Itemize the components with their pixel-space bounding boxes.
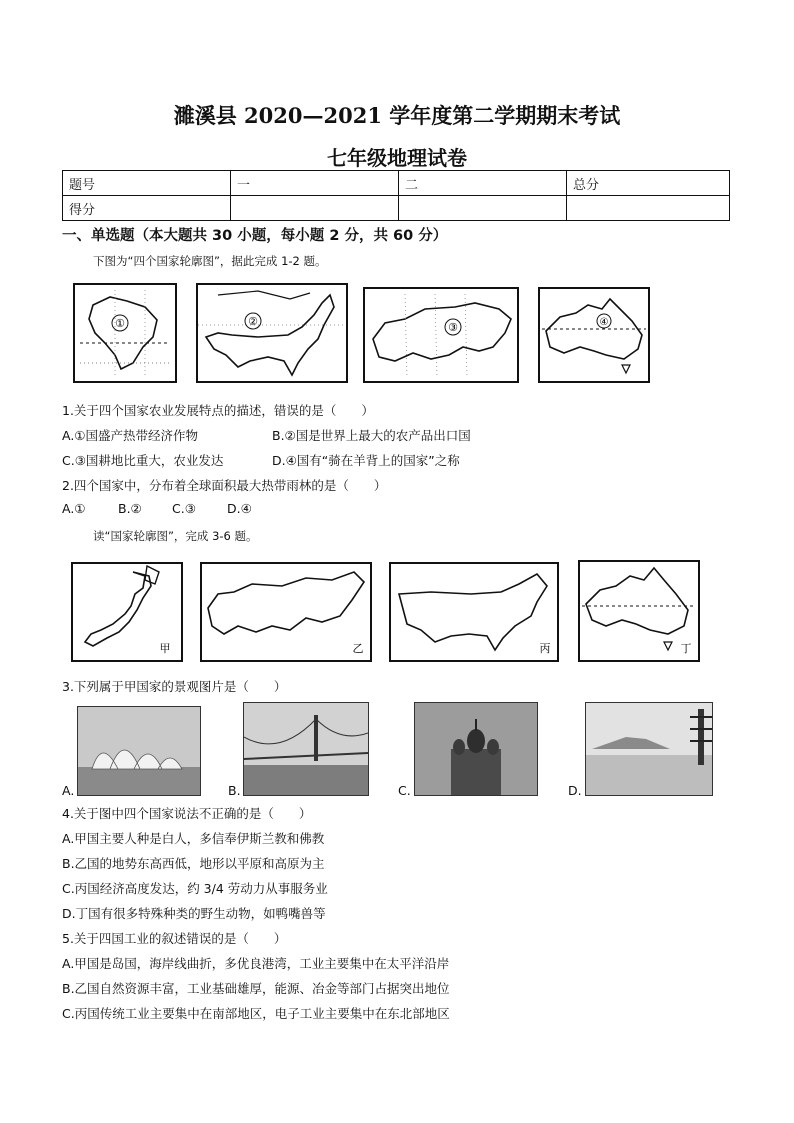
brazil-outline-icon [75,285,175,381]
question-1-stem: 1.关于四个国家农业发展特点的描述，错误的是（ ） [62,403,374,418]
q3-option-b[interactable]: B. [228,783,241,798]
map-japan [71,562,183,662]
map-label: ② [248,315,258,328]
q5-option-b[interactable]: B.乙国自然资源丰富，工业基础雄厚，能源、冶金等部门占据突出地位 [62,981,450,996]
map-label: 丙 [539,642,551,655]
score-table [62,170,730,221]
map-label: 甲 [159,642,171,655]
q2-option-b[interactable]: B.② [118,501,142,516]
photo-sydney-opera-house[interactable] [77,706,201,796]
table-cell: 二 [399,171,567,196]
q2-option-d[interactable]: D.④ [227,501,252,516]
map-label: 丁 [680,642,692,655]
q1-option-a[interactable]: A.①国盛产热带经济作物 [62,428,199,443]
q4-option-b[interactable]: B.乙国的地势东高西低，地形以平原和高原为主 [62,856,325,871]
map-label: ③ [448,321,458,334]
map-usa-2 [389,562,559,662]
q1-option-b[interactable]: B.②国是世界上最大的农产品出口国 [272,428,471,443]
question-4-stem: 4.关于图中四个国家说法不正确的是（ ） [62,806,312,821]
q4-option-d[interactable]: D.丁国有很多特殊种类的野生动物，如鸭嘴兽等 [62,906,326,921]
table-cell [567,196,730,221]
q3-option-a[interactable]: A. [62,783,75,798]
q1-option-d[interactable]: D.④国有“骑在羊背上的国家”之称 [272,453,460,468]
map-label: ④ [599,317,609,328]
photo-golden-gate-bridge[interactable] [243,702,369,796]
question-3-stem: 3.下列属于甲国家的景观图片是（ ） [62,679,287,694]
q2-option-c[interactable]: C.③ [172,501,196,516]
table-row [63,196,730,221]
q2-option-a[interactable]: A.① [62,501,86,516]
map-russia [363,287,519,383]
q3-option-d[interactable]: D. [568,783,582,798]
map-australia-2 [578,560,700,662]
map-brazil [73,283,177,383]
q3-option-c[interactable]: C. [398,783,411,798]
map-label: 乙 [352,642,364,655]
q5-option-c[interactable]: C.丙国传统工业主要集中在南部地区，电子工业主要集中在东北部地区 [62,1006,450,1021]
exam-title: 濉溪县 2020—2021 学年度第二学期期末考试 [173,103,621,128]
map-australia [538,287,650,383]
instruction-2: 读“国家轮廓图”，完成 3-6 题。 [93,529,258,543]
map-russia-2 [200,562,372,662]
photo-mount-fuji[interactable] [585,702,713,796]
map-usa [196,283,348,383]
table-row [63,171,730,196]
table-cell: 题号 [63,171,231,196]
q4-option-c[interactable]: C.丙国经济高度发达，约 3/4 劳动力从事服务业 [62,881,328,896]
instruction-1: 下图为“四个国家轮廓图”，据此完成 1-2 题。 [93,254,327,268]
table-cell [399,196,567,221]
q1-option-c[interactable]: C.③国耕地比重大，农业发达 [62,453,224,468]
photo-st-basils-cathedral[interactable] [414,702,538,796]
table-cell: 一 [231,171,399,196]
question-2-stem: 2.四个国家中，分布着全球面积最大热带雨林的是（ ） [62,478,387,493]
q5-option-a[interactable]: A.甲国是岛国，海岸线曲折，多优良港湾，工业主要集中在太平洋沿岸 [62,956,450,971]
table-cell [231,196,399,221]
exam-subtitle: 七年级地理试卷 [327,146,467,170]
table-cell: 总分 [567,171,730,196]
q4-option-a[interactable]: A.甲国主要人种是白人，多信奉伊斯兰教和佛教 [62,831,325,846]
table-cell: 得分 [63,196,231,221]
map-label: ① [115,317,125,330]
section-heading: 一、单选题（本大题共 30 小题，每小题 2 分，共 60 分） [62,228,448,244]
question-5-stem: 5.关于四国工业的叙述错误的是（ ） [62,931,287,946]
